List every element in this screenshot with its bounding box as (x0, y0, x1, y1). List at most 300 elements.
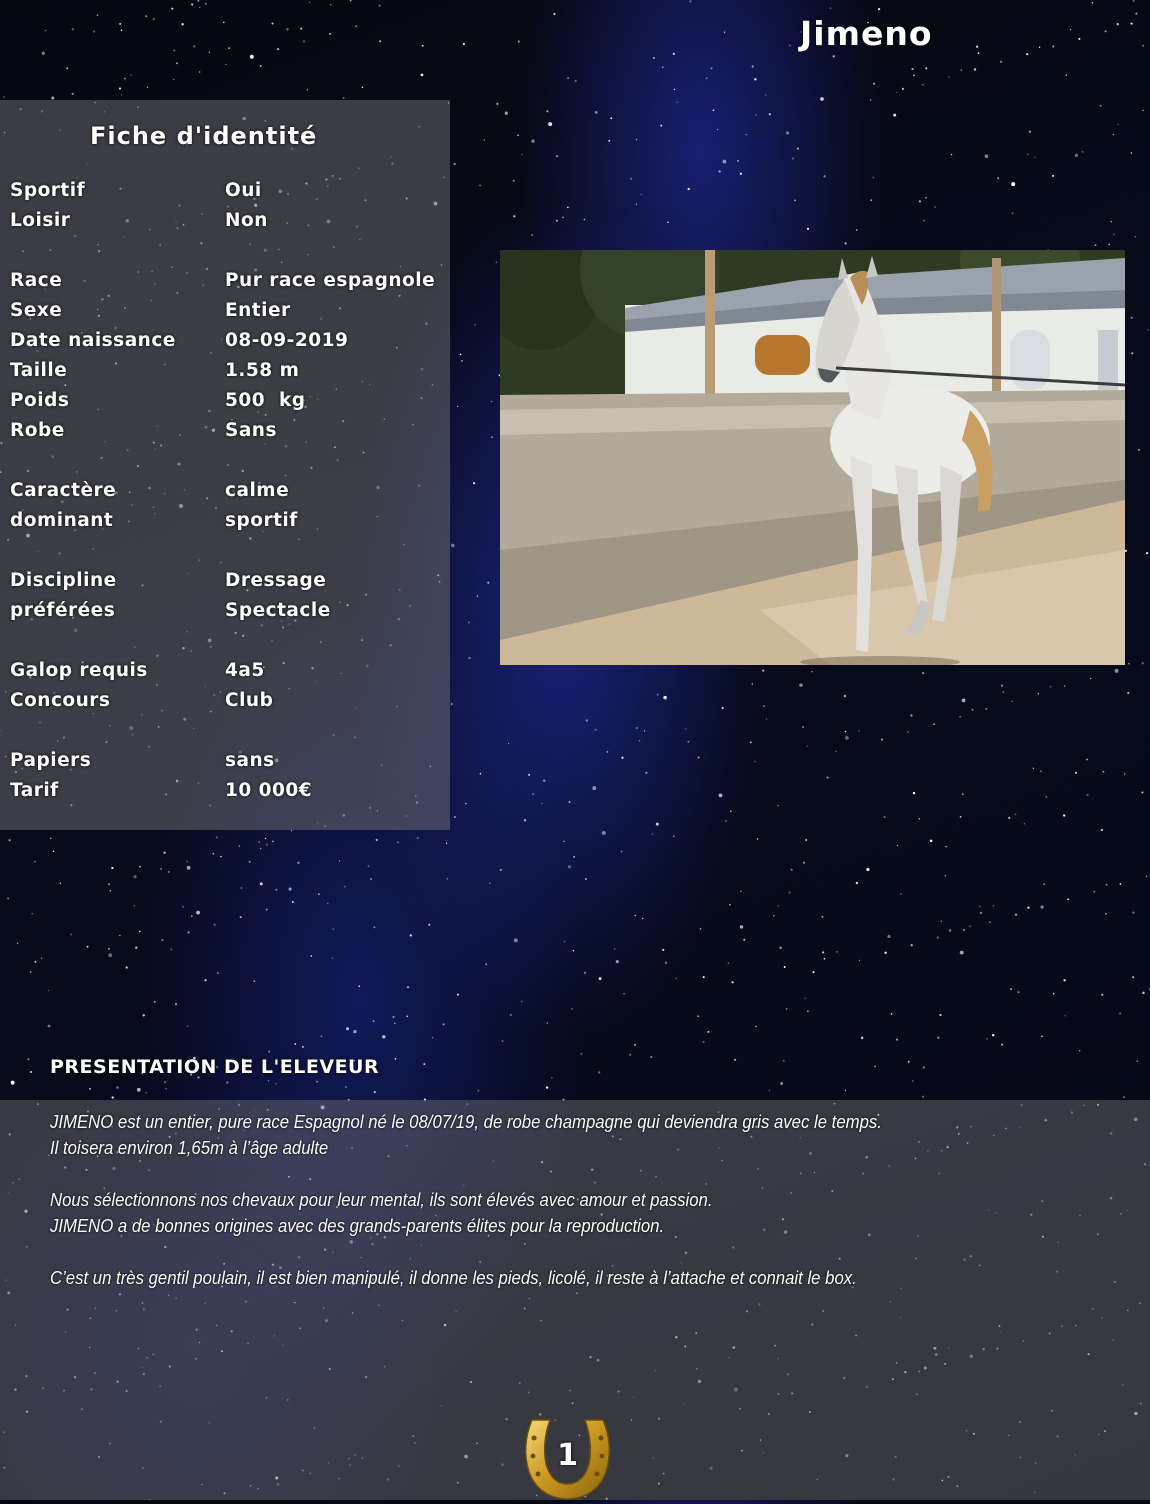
identity-value: 500 kg (225, 390, 306, 411)
star (963, 929, 965, 931)
star (1001, 685, 1003, 687)
star (1078, 38, 1080, 40)
star (1113, 134, 1114, 135)
star (531, 234, 533, 236)
star (1050, 686, 1052, 688)
star (345, 1086, 347, 1088)
star (468, 621, 470, 623)
star (1106, 884, 1108, 886)
star (1052, 175, 1054, 177)
star (171, 8, 173, 10)
star (769, 113, 771, 115)
star (496, 103, 498, 105)
star (1147, 329, 1149, 331)
star (923, 220, 925, 222)
star (1132, 912, 1134, 914)
star (1109, 244, 1110, 245)
star (586, 719, 588, 721)
star (1131, 23, 1133, 25)
star (567, 77, 569, 79)
identity-value: 08-09-2019 (225, 330, 349, 351)
star (311, 955, 313, 957)
star (1024, 823, 1025, 824)
star (72, 28, 74, 30)
star (240, 916, 242, 918)
presentation-heading: PRESENTATION DE L'ELEVEUR (50, 1056, 380, 1078)
star (765, 94, 767, 96)
star (908, 1061, 910, 1063)
identity-row (10, 360, 450, 390)
star (532, 793, 534, 795)
star (1008, 817, 1010, 819)
star (980, 912, 982, 914)
star (1141, 791, 1143, 793)
star (373, 926, 375, 928)
star (121, 94, 123, 96)
star (997, 177, 999, 179)
identity-label: Discipline (10, 570, 117, 591)
star (925, 67, 927, 69)
star (1001, 1043, 1003, 1045)
star (343, 97, 345, 99)
star (272, 841, 274, 843)
identity-row (10, 420, 450, 450)
star (300, 28, 302, 30)
star (321, 1036, 323, 1038)
star (130, 74, 132, 76)
star (30, 971, 32, 973)
identity-card (0, 100, 450, 830)
star (755, 1026, 757, 1028)
star (265, 838, 266, 839)
star (397, 841, 399, 843)
star (874, 1066, 876, 1068)
star (623, 993, 625, 995)
star (547, 1022, 548, 1023)
star (45, 30, 47, 32)
star (581, 1053, 583, 1055)
star (302, 1046, 304, 1048)
star (428, 924, 430, 926)
star (608, 140, 610, 142)
star (182, 906, 184, 908)
star (656, 823, 659, 826)
identity-label: Caractère (10, 480, 117, 501)
star (531, 139, 535, 143)
star (789, 45, 791, 47)
identity-row (10, 270, 450, 300)
star (763, 705, 764, 706)
presentation-text-line: Nous sélectionnons nos chevaux pour leur mental, ils sont élevés avec amour et passion. (50, 1190, 713, 1210)
star (3, 96, 4, 97)
star (286, 28, 288, 30)
horse-photo (500, 250, 1125, 665)
star (827, 777, 829, 779)
star (845, 1090, 846, 1091)
star (598, 1071, 600, 1073)
star (754, 761, 756, 763)
star (1000, 61, 1002, 63)
star (779, 947, 781, 949)
star (48, 990, 49, 991)
star (87, 946, 89, 948)
star (698, 756, 700, 758)
star (1015, 914, 1017, 916)
star (896, 92, 897, 93)
star (674, 89, 675, 90)
star (766, 718, 768, 720)
star (268, 1080, 269, 1081)
star (70, 934, 72, 936)
star (454, 816, 456, 818)
star (478, 1090, 479, 1091)
star (630, 178, 632, 180)
star (376, 839, 378, 841)
star (584, 972, 586, 974)
star (1012, 212, 1014, 214)
star (17, 943, 18, 944)
star (447, 878, 449, 880)
star (543, 780, 545, 782)
star (573, 856, 575, 858)
star (962, 793, 964, 795)
star (784, 966, 786, 968)
star (1027, 906, 1029, 908)
star (1064, 685, 1065, 686)
star (186, 861, 188, 863)
star (575, 80, 577, 82)
star (487, 582, 489, 584)
identity-value: calme (225, 480, 290, 501)
star (635, 915, 636, 916)
star (979, 906, 981, 908)
star (676, 102, 677, 103)
star (181, 23, 183, 25)
star (884, 952, 886, 954)
star (451, 544, 455, 548)
star (689, 0, 691, 2)
star (737, 160, 739, 162)
star (791, 869, 793, 871)
star (728, 962, 729, 963)
star (922, 672, 924, 674)
star (856, 229, 858, 231)
star (607, 751, 609, 753)
star (911, 944, 913, 946)
star (551, 1077, 552, 1078)
star (7, 898, 8, 899)
star (119, 87, 121, 89)
star (410, 934, 412, 936)
star (660, 125, 662, 127)
star (465, 803, 466, 804)
star (629, 1054, 631, 1056)
identity-label: Galop requis (10, 660, 148, 681)
star (812, 971, 814, 973)
star (124, 78, 126, 80)
star (358, 985, 360, 987)
star (197, 0, 199, 2)
star (722, 707, 724, 709)
star (191, 915, 193, 917)
star (1128, 663, 1129, 664)
star (225, 64, 226, 65)
star (395, 1058, 397, 1060)
star (546, 1086, 548, 1088)
star (266, 844, 268, 846)
star (743, 939, 745, 941)
star (1146, 552, 1148, 554)
star (688, 741, 690, 743)
identity-value: 10 000€ (225, 780, 313, 801)
star (653, 57, 655, 59)
star (752, 65, 754, 67)
star (1130, 152, 1132, 154)
star (303, 40, 305, 42)
star (811, 671, 813, 673)
star (783, 1060, 785, 1062)
identity-value: Non (225, 210, 268, 231)
identity-label: Sportif (10, 180, 86, 201)
star (913, 75, 915, 77)
star (730, 810, 731, 811)
star (500, 869, 502, 871)
star (707, 1031, 709, 1033)
star (794, 200, 796, 202)
star (473, 482, 475, 484)
star (893, 114, 896, 117)
star (805, 839, 807, 841)
identity-label: Sexe (10, 300, 63, 321)
star (786, 1008, 788, 1010)
identity-value: Spectacle (225, 600, 331, 621)
star (368, 865, 370, 867)
star (804, 998, 806, 1000)
identity-row (10, 300, 450, 330)
star (985, 154, 989, 158)
star (191, 3, 193, 5)
star (922, 1096, 924, 1098)
identity-row (10, 390, 450, 420)
star (31, 913, 33, 915)
star (553, 13, 555, 15)
star (845, 731, 847, 733)
star (652, 833, 654, 835)
star (110, 890, 111, 891)
star (822, 916, 824, 918)
star (154, 1001, 156, 1003)
star (187, 1025, 189, 1027)
identity-row (10, 180, 450, 210)
identity-row (10, 780, 450, 810)
star (297, 862, 299, 864)
identity-row (10, 750, 450, 780)
star (752, 683, 754, 685)
star (382, 1035, 385, 1038)
identity-row (10, 660, 450, 690)
identity-row (10, 600, 450, 630)
star (845, 242, 847, 244)
star (887, 935, 890, 938)
identity-row (10, 330, 450, 360)
star (1123, 1096, 1125, 1098)
star (923, 1066, 925, 1068)
star (1010, 988, 1012, 990)
star (66, 67, 68, 69)
star (992, 1034, 994, 1036)
star (423, 1063, 425, 1065)
star (773, 915, 774, 916)
star (891, 1013, 893, 1015)
identity-label: Tarif (10, 780, 59, 801)
star (318, 893, 320, 895)
star (1070, 29, 1071, 30)
star (584, 219, 585, 220)
star (634, 1044, 636, 1046)
star (1079, 1050, 1080, 1051)
star (1138, 449, 1140, 451)
star (160, 868, 162, 870)
star (454, 163, 456, 165)
star (1018, 991, 1020, 993)
star (108, 883, 110, 885)
star (878, 8, 880, 10)
star (757, 838, 759, 840)
identity-label: Papiers (10, 750, 92, 771)
star (913, 792, 915, 794)
star (1105, 913, 1107, 915)
star (1082, 151, 1083, 152)
star (940, 920, 942, 922)
star (228, 47, 230, 49)
star (258, 841, 260, 843)
star (960, 951, 964, 955)
identity-value: Pur race espagnole (225, 270, 436, 291)
star (884, 816, 886, 818)
star (1095, 244, 1097, 246)
star (223, 22, 224, 23)
identity-label: Poids (10, 390, 70, 411)
star (34, 861, 36, 863)
star (146, 1092, 147, 1093)
star (421, 74, 424, 77)
star (50, 838, 51, 839)
star (933, 723, 935, 725)
star (673, 835, 675, 837)
star (706, 77, 708, 79)
horse-photo-illustration (500, 250, 1125, 665)
star (477, 596, 478, 597)
star (518, 40, 520, 42)
star (592, 786, 596, 790)
star (491, 436, 493, 438)
star (332, 958, 333, 959)
star (792, 157, 794, 159)
star (484, 139, 486, 141)
star (457, 406, 458, 407)
star (717, 129, 718, 130)
star (34, 961, 36, 963)
star (292, 901, 294, 903)
star (89, 1088, 91, 1090)
star (126, 966, 128, 968)
star (53, 850, 55, 852)
star (713, 109, 715, 111)
star (750, 741, 752, 743)
star (316, 1081, 318, 1083)
star (275, 1083, 277, 1085)
star (989, 921, 991, 923)
star (1111, 221, 1112, 222)
star (960, 816, 962, 818)
star (457, 994, 459, 996)
star (254, 980, 256, 982)
star (461, 360, 463, 362)
star (881, 739, 883, 741)
star (513, 180, 515, 182)
presentation-text-line: Il toisera environ 1,65m à l’âge adulte (50, 1138, 329, 1158)
star (595, 111, 598, 114)
star (137, 1088, 141, 1092)
star (807, 1010, 809, 1012)
star (275, 889, 277, 891)
star (859, 730, 860, 731)
identity-value: sportif (225, 510, 298, 531)
star (873, 83, 875, 85)
star (688, 188, 690, 190)
star (824, 958, 826, 960)
star (945, 875, 946, 876)
star (1136, 1060, 1138, 1062)
star (1135, 13, 1137, 15)
identity-label: Loisir (10, 210, 71, 231)
star (346, 1027, 349, 1030)
star (1066, 74, 1068, 76)
star (1034, 157, 1035, 158)
page-number: 1 (557, 1438, 578, 1473)
star (139, 931, 141, 933)
star (724, 32, 725, 33)
star (762, 669, 764, 671)
star (922, 84, 923, 85)
star (521, 1001, 523, 1003)
star (175, 1003, 177, 1005)
identity-value: Dressage (225, 570, 327, 591)
star (72, 93, 74, 95)
star (1127, 692, 1129, 694)
star (226, 1081, 228, 1083)
star (645, 772, 647, 774)
star (496, 262, 498, 264)
star (1027, 154, 1028, 155)
star (1075, 772, 1077, 774)
star (662, 67, 663, 68)
star (641, 194, 642, 195)
star (199, 7, 200, 8)
star (1046, 796, 1048, 798)
star (797, 148, 799, 150)
star (1119, 1013, 1120, 1014)
star (485, 963, 487, 965)
star (108, 953, 112, 957)
star (417, 837, 419, 839)
star (187, 931, 189, 933)
star (432, 1037, 433, 1038)
star (489, 883, 490, 884)
star (289, 888, 292, 891)
star (121, 30, 123, 32)
star (962, 699, 966, 703)
